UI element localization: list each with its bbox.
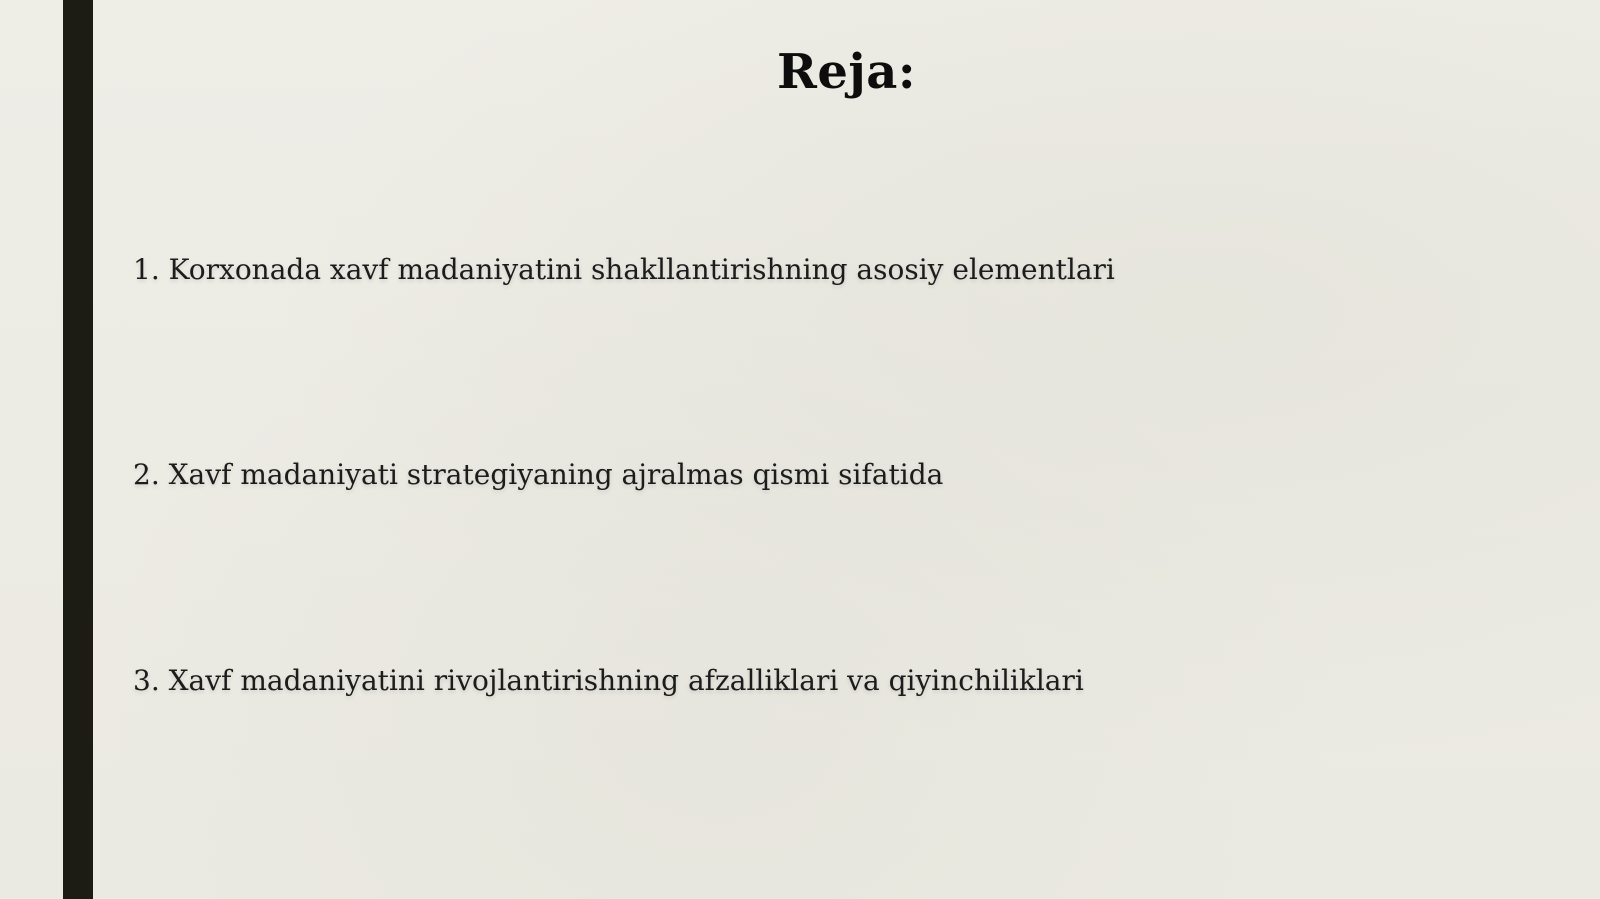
plan-item-3: 3. Xavf madaniyatini rivojlantirishning afzalliklari va qiyinchiliklari [133,664,1084,697]
left-accent-bar [63,0,93,899]
plan-item-1: 1. Korxonada xavf madaniyatini shakllantirishning asosiy elementlari [133,253,1115,286]
slide-title: Reja: [776,44,917,100]
plan-item-2: 2. Xavf madaniyati strategiyaning ajralmas qismi sifatida [133,458,944,491]
